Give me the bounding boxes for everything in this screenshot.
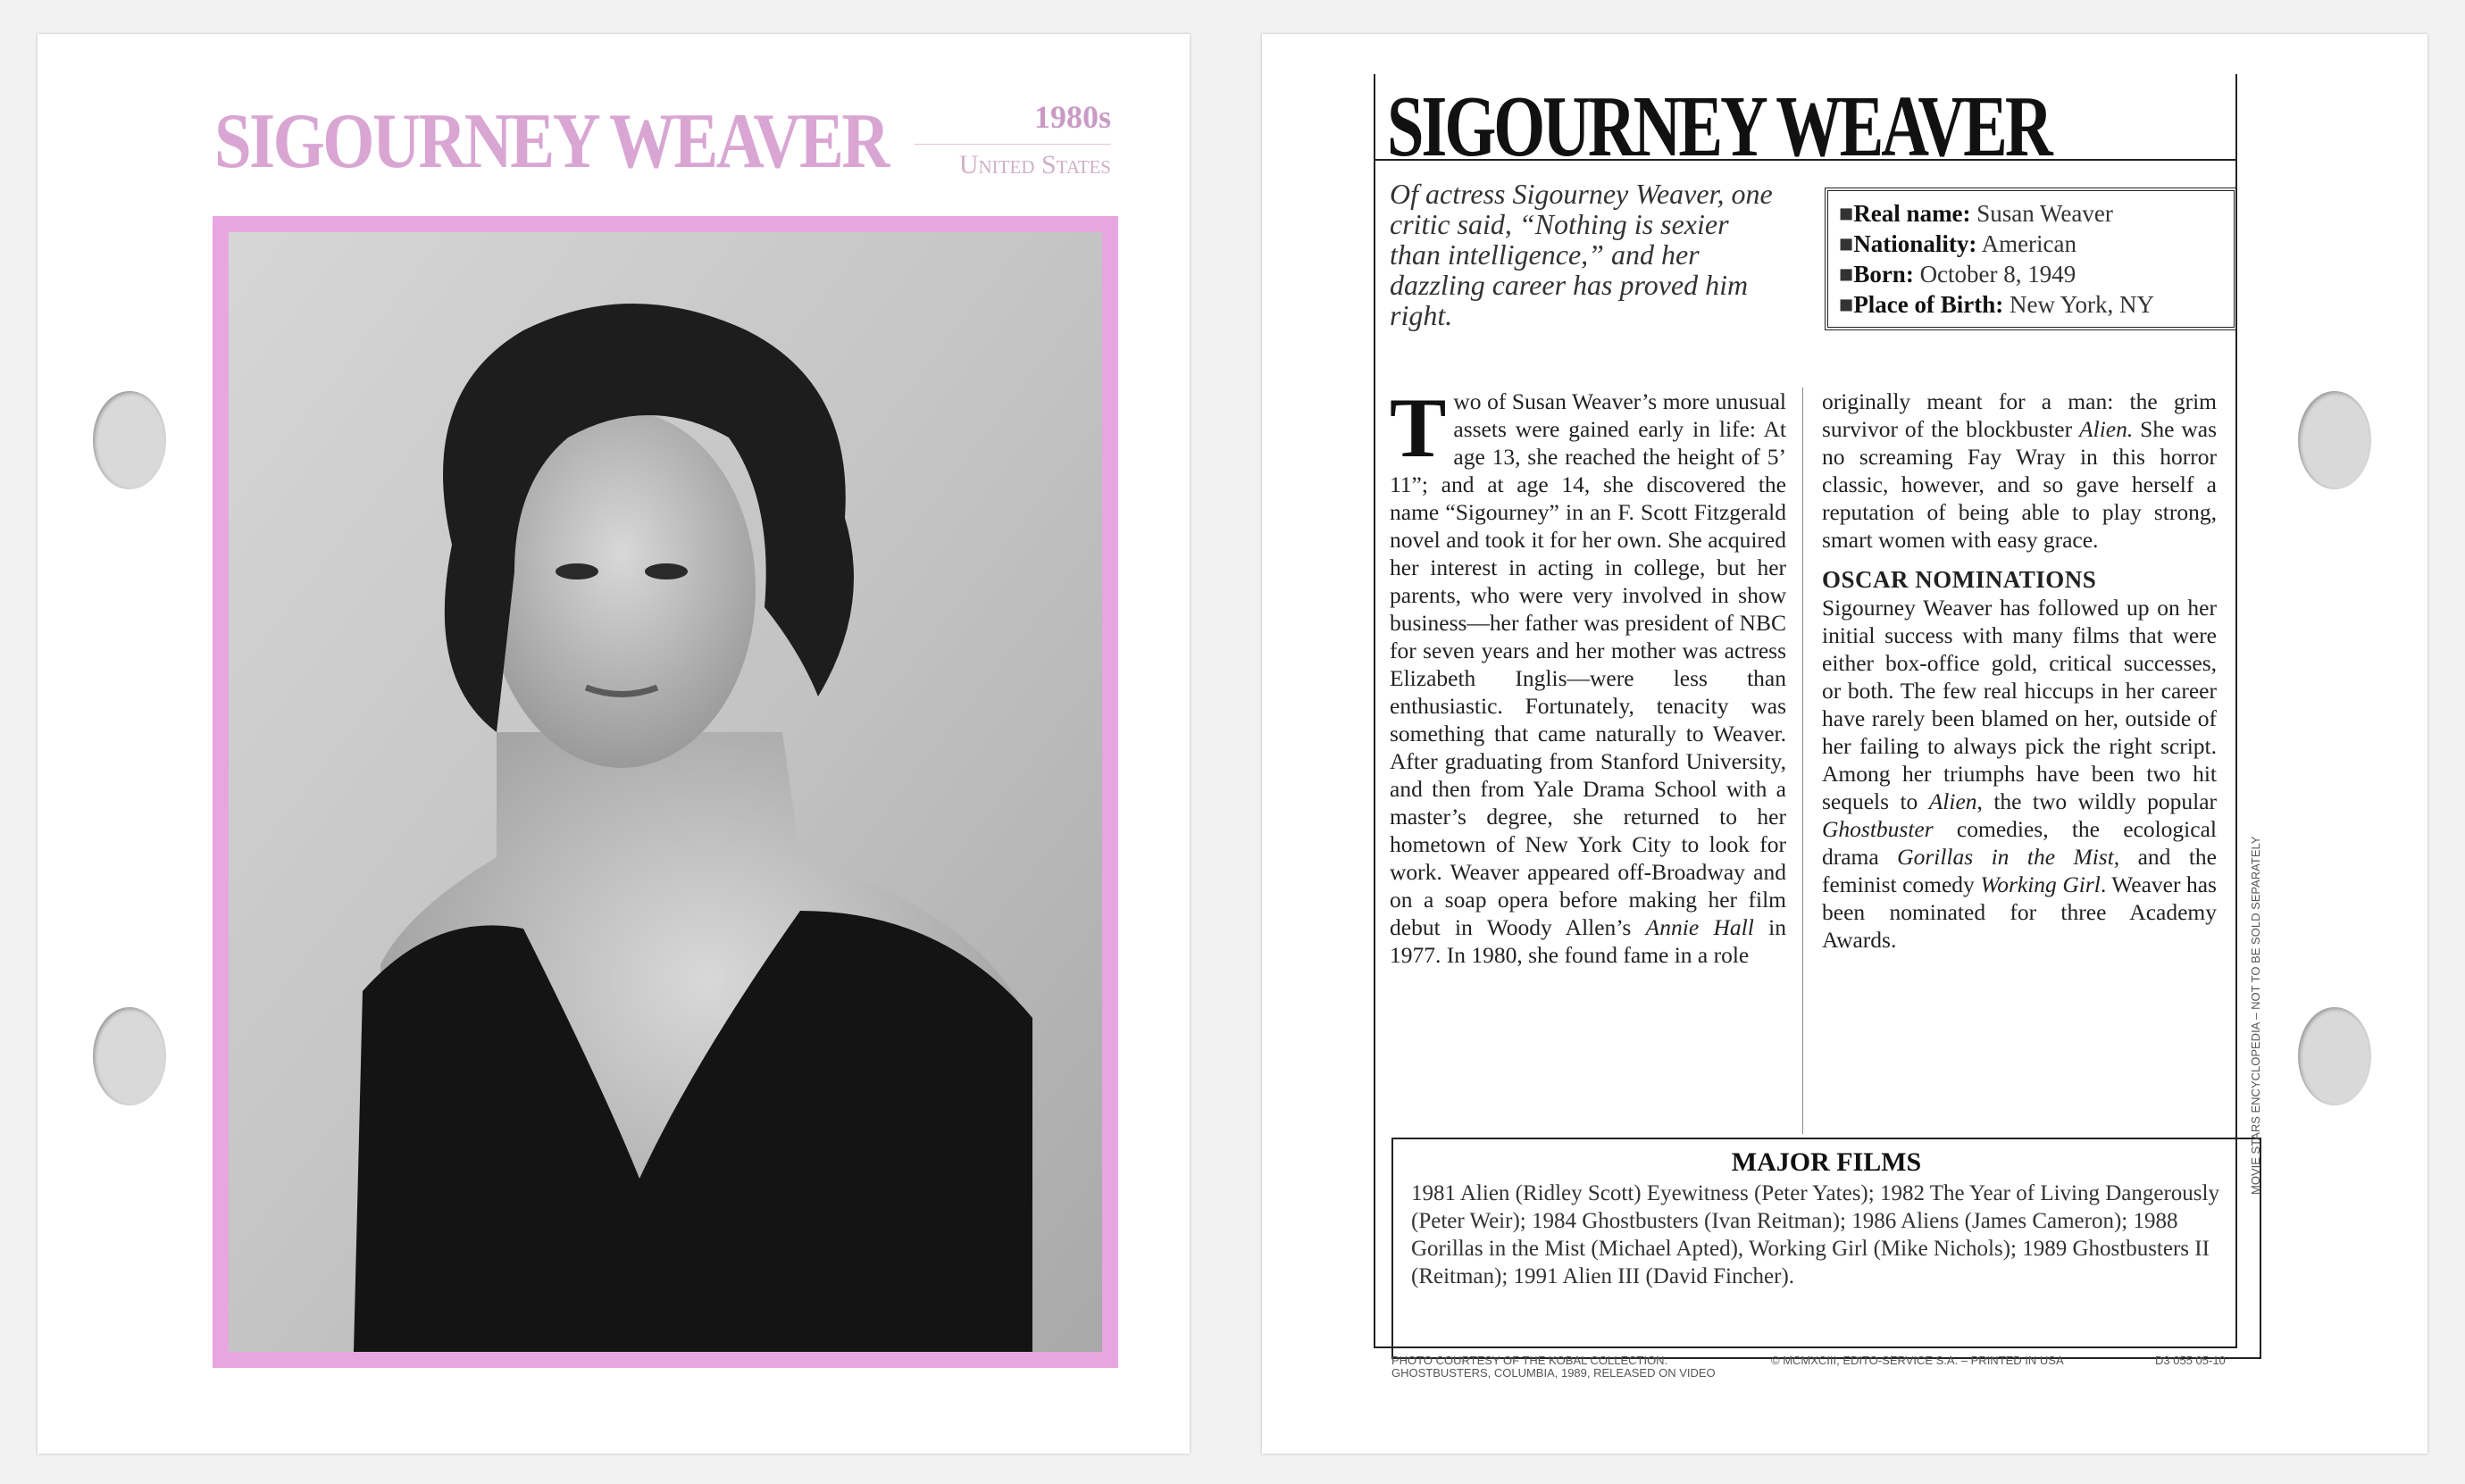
oscar-heading: OSCAR NOMINATIONS (1822, 566, 2097, 593)
back-card (1262, 34, 2427, 1454)
major-films-box (1391, 1138, 2261, 1359)
portrait-photo (229, 232, 1102, 1352)
fact-real-name: ■Real name: Susan Weaver (1839, 200, 2113, 227)
major-films-list: 1981 Alien (Ridley Scott) Eyewitness (Peter Yates); 1982 The Year of Living Dangerously (Peter Weir); 1984 Ghostbusters (Ivan Reitman); 1986 Aliens (James Cameron); 1988 Gorillas in the Mist (Michael Apted), Working Girl (Mike Nichols); 1989 Ghostbusters II (Reitman); 1991 Alien III (David Fincher). (1411, 1181, 2219, 1288)
front-card (38, 34, 1190, 1454)
fact-place-of-birth: ■Place of Birth: New York, NY (1839, 291, 2155, 318)
country-label: United States (958, 150, 1111, 179)
drop-cap: T (1390, 380, 1447, 475)
biography-column-2: originally meant for a man: the grim survivor of the blockbuster Alien. She was no screaming Fay Wray in this horror classic, however, and so gave herself a reputation of being able to play strong, smart women with easy grace. OSCAR NOMINATIONS Sigourney Weaver has followed up on her initial success with many films that were either box-office gold, critical successes, or both. The few real hiccups in her career have rarely been blamed on her, outside of her failing to always pick the right script. Among her triumphs have been two hit sequels to Alien, the two wildly popular Ghostbuster comedies, the ecological drama Gorillas in the Mist, and the feminist comedy Working Girl. Weaver has been nominated for three Academy Awards. (1822, 388, 2218, 953)
card-code: D3 055 05-10 (2155, 1354, 2226, 1367)
back-title: SIGOURNEY WEAVER (1387, 79, 2051, 175)
header-rule (915, 144, 1111, 145)
biography-column-1: Two of Susan Weaver’s more unusual assets were gained early in life: At age 13, she reached the height of 5’ 11”; and at age 14, she discovered the name “Sigourney” in an F. Scott Fitzgerald novel and took it for her own. She acquired her interest in acting in college, but her parents, who were very involved in show business—her father was president of NBC for seven years and her mother was actress Elizabeth Inglis—were less than enthusiastic. Fortunately, tenacity was something that came naturally to Weaver. After graduating from Stanford University, and then from Yale Drama School with a master’s degree, she returned to her hometown of New York City to look for work. Weaver appeared off-Broadway and on a soap opera before making her film debut in Woody Allen’s Annie Hall in 1977. In 1980, she found fame in a role (1390, 380, 1787, 968)
column-divider (1802, 388, 1803, 1134)
fact-born: ■Born: October 8, 1949 (1839, 261, 2076, 288)
major-films-title: MAJOR FILMS (1731, 1147, 1922, 1177)
front-title: SIGOURNEY WEAVER (214, 98, 888, 185)
binder-hole-top (93, 391, 166, 489)
photo-credit: PHOTO COURTESY OF THE KOBAL COLLECTION. GHOSTBUSTERS, COLUMBIA, 1989, RELEASED ON VIDEO (1391, 1354, 1716, 1380)
intro-quote: Of actress Sigourney Weaver, one critic said, “Nothing is sexier than intelligence,” and her dazzling career has proved him right. (1390, 178, 1773, 331)
binder-hole-bottom-right (2298, 1007, 2371, 1105)
binder-hole-bottom (93, 1007, 166, 1105)
decade-label: 1980s (1033, 99, 1111, 135)
fact-nationality: ■Nationality: American (1839, 230, 2077, 257)
side-notice: MOVIE STARS ENCYCLOPEDIA – NOT TO BE SOLD SEPARATELY (2249, 836, 2262, 1195)
left-border-line (1374, 74, 1375, 1346)
photo-frame (213, 216, 1118, 1368)
binder-hole-top-right (2298, 391, 2371, 489)
copyright-line: © MCMXCIII, EDITO-SERVICE S.A. – PRINTED IN USA (1771, 1354, 2064, 1367)
facts-box (1825, 188, 2237, 330)
